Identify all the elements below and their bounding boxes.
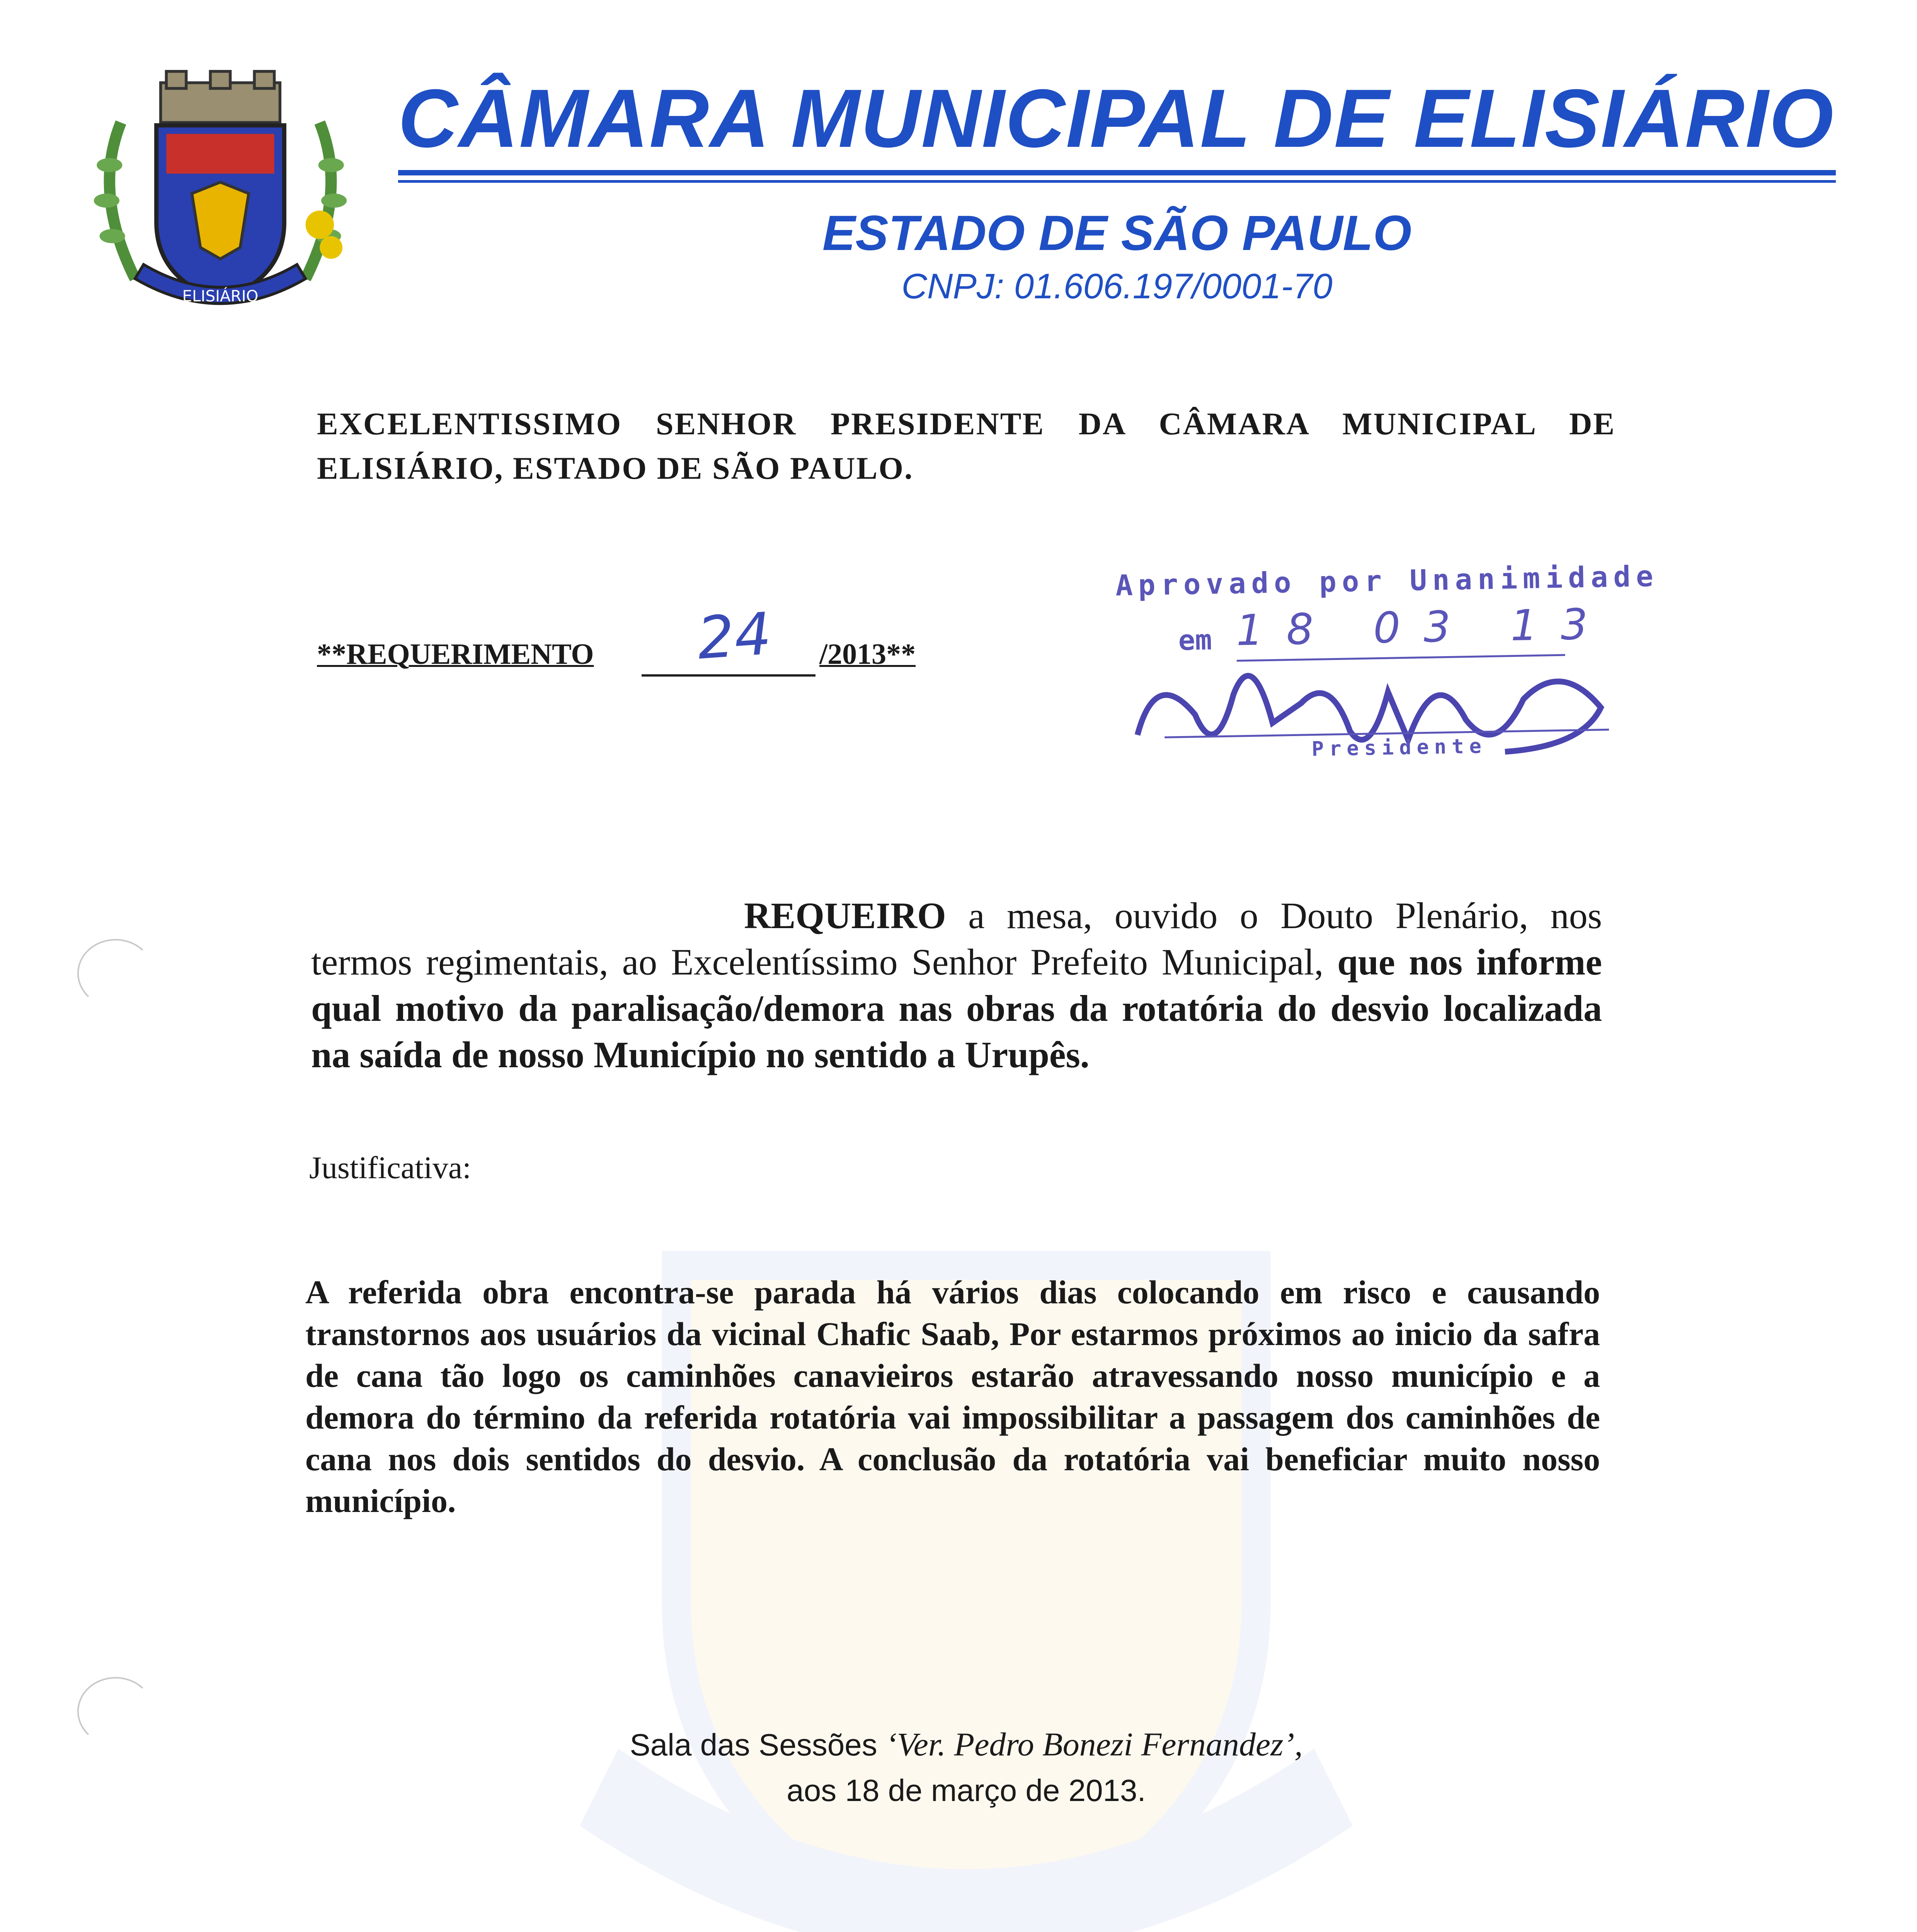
addressee — [317, 402, 1616, 491]
org-name: CÂMARA MUNICIPAL DE ELISIÁRIO — [398, 72, 1834, 165]
justification-label: Justificativa: — [309, 1150, 472, 1185]
approval-stamp — [1092, 551, 1714, 778]
requerimento-year: /2013** — [819, 638, 916, 670]
requerimento-number: 24 — [695, 600, 774, 673]
org-cnpj: CNPJ: 01.606.197/0001-70 — [901, 267, 1333, 306]
request-keyword: REQUEIRO — [744, 895, 946, 936]
stamp-date-prefix: em — [1178, 623, 1212, 657]
hole-punch-mark — [77, 939, 154, 1008]
justification-paragraph: A referida obra encontra-se parada há vários dias colocando em risco e causando transtornos aos usuários da vicinal Chafic Saab, Por estarmos próximos ao inicio da safra de cana tão logo os caminhões canavieiros estarão atravessando nosso município e a demora do término da referida rotatória vai impossibilitar a passagem dos caminhões de cana nos dois sentidos do desvio. A conclusão da rotatória vai beneficiar muito nosso município. — [305, 1274, 1600, 1519]
stamp-role: Presidente — [1311, 735, 1487, 761]
header-rule-thin — [398, 180, 1836, 183]
request-paragraph — [311, 893, 1602, 1078]
closing-line-1 — [386, 1721, 1546, 1768]
header-rule — [398, 170, 1836, 175]
addressee-line-1: EXCELENTISSIMO SENHOR PRESIDENTE DA CÂMARA MUNICIPAL DE — [317, 406, 1616, 441]
addressee-line-2: ELISIÁRIO, ESTADO DE SÃO PAULO. — [317, 450, 914, 486]
request-text: a mesa, ouvido o Douto Plenário, nos termos regimentais, ao Excelentíssimo Senhor Prefeito Municipal, — [311, 895, 1602, 983]
org-state: ESTADO DE SÃO PAULO — [822, 206, 1412, 261]
stamp-title: Aprovado por Unanimidade — [1115, 560, 1659, 602]
stamp-date: 18 03 13 — [1236, 599, 1612, 655]
hole-punch-mark — [77, 1677, 154, 1746]
municipal-crest-icon — [77, 66, 363, 328]
request-text-bold: que nos informe qual motivo da paralisação/demora nas obras da rotatória do desvio localizada na saída de nosso Município no sentido a Urupês. — [311, 941, 1602, 1075]
requerimento-label: **REQUERIMENTO — [317, 638, 594, 670]
closing-block — [386, 1721, 1546, 1813]
closing-venue: ‘Ver. Pedro Bonezi Fernandez’, — [885, 1726, 1303, 1763]
closing-prefix: Sala das Sessões — [630, 1728, 877, 1762]
crest-banner-text: ELISIÁRIO — [182, 287, 259, 306]
closing-date: aos 18 de março de 2013. — [787, 1773, 1146, 1808]
